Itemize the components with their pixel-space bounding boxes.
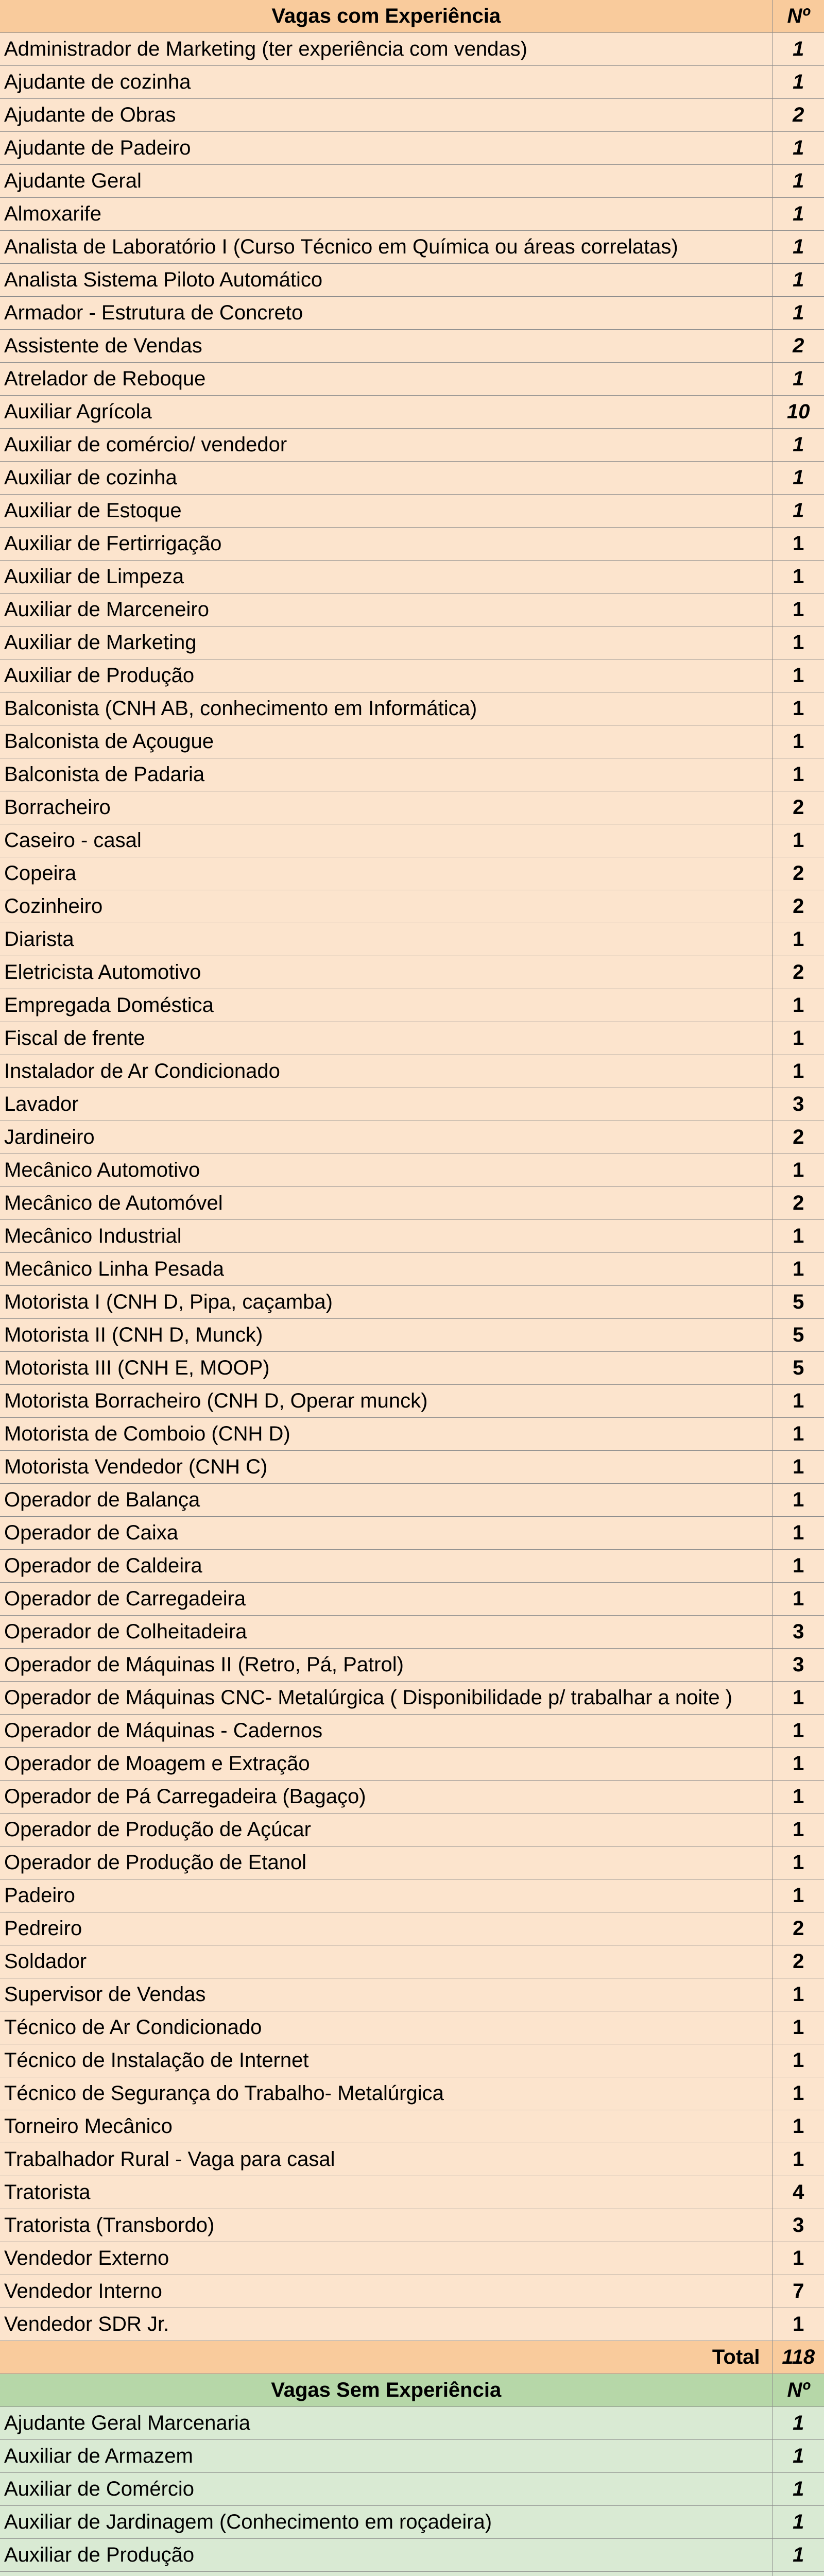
vacancy-count: 1 bbox=[772, 429, 824, 462]
job-title: Borracheiro bbox=[0, 791, 772, 824]
vacancy-count: 3 bbox=[772, 1088, 824, 1121]
job-title bbox=[0, 2572, 772, 2576]
table-row bbox=[0, 462, 824, 495]
vacancy-count: 1 bbox=[772, 1418, 824, 1451]
vacancy-count: 1 bbox=[772, 66, 824, 99]
vacancy-count: 1 bbox=[772, 33, 824, 66]
table-row bbox=[0, 626, 824, 659]
job-title: Auxiliar de Estoque bbox=[0, 495, 772, 528]
vacancy-count: 1 bbox=[772, 626, 824, 659]
count-column-header: Nº bbox=[772, 2374, 824, 2407]
vacancy-count: 1 bbox=[772, 231, 824, 264]
job-title: Balconista de Padaria bbox=[0, 758, 772, 791]
section-sem bbox=[0, 2374, 824, 2576]
job-title: Ajudante de cozinha bbox=[0, 66, 772, 99]
table-row bbox=[0, 1715, 824, 1748]
job-title: Auxiliar de Fertirrigação bbox=[0, 528, 772, 561]
job-title: Mecânico Industrial bbox=[0, 1220, 772, 1253]
job-title: Operador de Máquinas CNC- Metalúrgica ( Disponibilidade p/ trabalhar a noite ) bbox=[0, 1682, 772, 1715]
table-row bbox=[0, 2044, 824, 2077]
vacancy-count: 1 bbox=[772, 2407, 824, 2440]
table-row bbox=[0, 1352, 824, 1385]
table-row bbox=[0, 1187, 824, 1220]
table-row bbox=[0, 1912, 824, 1945]
table-row bbox=[0, 1879, 824, 1912]
job-title: Vendedor SDR Jr. bbox=[0, 2308, 772, 2341]
job-title: Cozinheiro bbox=[0, 890, 772, 923]
table-row bbox=[0, 396, 824, 429]
job-title: Pedreiro bbox=[0, 1912, 772, 1945]
table-row bbox=[0, 2539, 824, 2572]
vacancy-count: 1 bbox=[772, 1715, 824, 1748]
table-row bbox=[0, 1682, 824, 1715]
job-title: Eletricista Automotivo bbox=[0, 956, 772, 989]
job-title: Operador de Produção de Etanol bbox=[0, 1846, 772, 1879]
table-row bbox=[0, 1385, 824, 1418]
vacancy-count: 1 bbox=[772, 1253, 824, 1286]
vacancy-count: 3 bbox=[772, 1616, 824, 1649]
vacancy-count: 1 bbox=[772, 2077, 824, 2110]
vacancy-count: 1 bbox=[772, 2506, 824, 2539]
vacancy-count: 1 bbox=[772, 725, 824, 758]
vacancy-count: 1 bbox=[772, 923, 824, 956]
table-row bbox=[0, 231, 824, 264]
job-title: Padeiro bbox=[0, 1879, 772, 1912]
table-row bbox=[0, 1451, 824, 1484]
table-row bbox=[0, 264, 824, 297]
vacancy-count: 1 bbox=[772, 1484, 824, 1517]
job-title: Motorista III (CNH E, MOOP) bbox=[0, 1352, 772, 1385]
table-row bbox=[0, 1253, 824, 1286]
vacancy-count: 1 bbox=[772, 132, 824, 165]
table-row bbox=[0, 1088, 824, 1121]
table-row bbox=[0, 1121, 824, 1154]
job-title: Auxiliar de Armazem bbox=[0, 2440, 772, 2473]
job-title: Motorista Borracheiro (CNH D, Operar munck) bbox=[0, 1385, 772, 1418]
table-row bbox=[0, 2110, 824, 2143]
vacancy-count: 1 bbox=[772, 1682, 824, 1715]
table-row bbox=[0, 1978, 824, 2011]
table-row bbox=[0, 1220, 824, 1253]
table-row bbox=[0, 561, 824, 594]
table-row bbox=[0, 2308, 824, 2341]
job-title: Operador de Produção de Açúcar bbox=[0, 1814, 772, 1846]
table-row bbox=[0, 1814, 824, 1846]
job-title: Atrelador de Reboque bbox=[0, 363, 772, 396]
job-title: Mecânico Linha Pesada bbox=[0, 1253, 772, 1286]
vacancy-count: 1 bbox=[772, 2242, 824, 2275]
table-row bbox=[0, 1616, 824, 1649]
vacancy-count: 2 bbox=[772, 791, 824, 824]
job-title: Armador - Estrutura de Concreto bbox=[0, 297, 772, 330]
table-row bbox=[0, 1022, 824, 1055]
job-title: Torneiro Mecânico bbox=[0, 2110, 772, 2143]
table-row bbox=[0, 2407, 824, 2440]
job-title: Motorista Vendedor (CNH C) bbox=[0, 1451, 772, 1484]
job-title: Tratorista bbox=[0, 2176, 772, 2209]
job-title: Instalador de Ar Condicionado bbox=[0, 1055, 772, 1088]
table-row bbox=[0, 2275, 824, 2308]
vacancy-count: 2 bbox=[772, 1945, 824, 1978]
vacancy-count: 1 bbox=[772, 1748, 824, 1781]
job-title: Operador de Caldeira bbox=[0, 1550, 772, 1583]
job-title: Operador de Pá Carregadeira (Bagaço) bbox=[0, 1781, 772, 1814]
job-title: Mecânico de Automóvel bbox=[0, 1187, 772, 1220]
job-title: Motorista de Comboio (CNH D) bbox=[0, 1418, 772, 1451]
job-title: Auxiliar de Limpeza bbox=[0, 561, 772, 594]
job-title: Auxiliar de comércio/ vendedor bbox=[0, 429, 772, 462]
job-title: Operador de Máquinas II (Retro, Pá, Patrol) bbox=[0, 1649, 772, 1682]
job-title: Soldador bbox=[0, 1945, 772, 1978]
vacancy-count: 1 bbox=[772, 297, 824, 330]
vacancy-count: 1 bbox=[772, 495, 824, 528]
job-title: Caseiro - casal bbox=[0, 824, 772, 857]
job-title: Balconista (CNH AB, conhecimento em Informática) bbox=[0, 692, 772, 725]
table-row bbox=[0, 33, 824, 66]
job-title: Ajudante Geral bbox=[0, 165, 772, 198]
job-title: Fiscal de frente bbox=[0, 1022, 772, 1055]
job-title: Técnico de Instalação de Internet bbox=[0, 2044, 772, 2077]
vacancy-count: 1 bbox=[772, 1978, 824, 2011]
job-title: Operador de Moagem e Extração bbox=[0, 1748, 772, 1781]
job-title: Empregada Doméstica bbox=[0, 989, 772, 1022]
vacancy-count: 1 bbox=[772, 1220, 824, 1253]
table-row bbox=[0, 1286, 824, 1319]
vacancy-count: 1 bbox=[772, 2011, 824, 2044]
vacancy-count: 1 bbox=[772, 1550, 824, 1583]
job-title: Copeira bbox=[0, 857, 772, 890]
job-title: Jardineiro bbox=[0, 1121, 772, 1154]
table-row bbox=[0, 659, 824, 692]
table-row bbox=[0, 330, 824, 363]
vacancy-count: 1 bbox=[772, 1055, 824, 1088]
vacancy-count: 2 bbox=[772, 890, 824, 923]
vacancy-count: 1 bbox=[772, 1583, 824, 1616]
job-title: Técnico de Segurança do Trabalho- Metalúrgica bbox=[0, 2077, 772, 2110]
job-title: Motorista II (CNH D, Munck) bbox=[0, 1319, 772, 1352]
table-row bbox=[0, 1550, 824, 1583]
job-title: Operador de Caixa bbox=[0, 1517, 772, 1550]
job-title: Operador de Máquinas - Cadernos bbox=[0, 1715, 772, 1748]
vacancy-count: 1 bbox=[772, 1814, 824, 1846]
section-total-row bbox=[0, 2341, 824, 2374]
vacancy-count: 5 bbox=[772, 1352, 824, 1385]
vacancy-count: 1 bbox=[772, 2539, 824, 2572]
vacancy-count: 1 bbox=[772, 1879, 824, 1912]
vacancy-count: 4 bbox=[772, 2176, 824, 2209]
table-row bbox=[0, 1846, 824, 1879]
table-row bbox=[0, 2506, 824, 2539]
table-row bbox=[0, 429, 824, 462]
vacancy-count: 1 bbox=[772, 528, 824, 561]
vacancy-count: 5 bbox=[772, 1286, 824, 1319]
vacancy-count: 1 bbox=[772, 1451, 824, 1484]
table-row bbox=[0, 2440, 824, 2473]
vacancy-count: 1 bbox=[772, 1154, 824, 1187]
vacancy-count: 1 bbox=[772, 1385, 824, 1418]
vacancy-count: 2 bbox=[772, 99, 824, 132]
job-title: Auxiliar de cozinha bbox=[0, 462, 772, 495]
table-row bbox=[0, 1154, 824, 1187]
vacancy-count: 1 bbox=[772, 659, 824, 692]
job-title: Supervisor de Vendas bbox=[0, 1978, 772, 2011]
vacancy-count: 1 bbox=[772, 264, 824, 297]
table-row bbox=[0, 1945, 824, 1978]
job-title: Motorista I (CNH D, Pipa, caçamba) bbox=[0, 1286, 772, 1319]
table-row bbox=[0, 1418, 824, 1451]
job-title: Analista Sistema Piloto Automático bbox=[0, 264, 772, 297]
vacancy-count: 3 bbox=[772, 2209, 824, 2242]
table-row bbox=[0, 2143, 824, 2176]
vacancy-count: 1 bbox=[772, 989, 824, 1022]
vacancy-count: 1 bbox=[772, 1781, 824, 1814]
vacancy-count: 5 bbox=[772, 1319, 824, 1352]
table-row bbox=[0, 2011, 824, 2044]
vacancy-count: 1 bbox=[772, 1846, 824, 1879]
table-row bbox=[0, 1055, 824, 1088]
job-title: Mecânico Automotivo bbox=[0, 1154, 772, 1187]
table-row bbox=[0, 923, 824, 956]
job-title: Ajudante de Padeiro bbox=[0, 132, 772, 165]
vacancy-count: 1 bbox=[772, 2440, 824, 2473]
vacancy-count: 1 bbox=[772, 165, 824, 198]
vacancy-count: 1 bbox=[772, 758, 824, 791]
job-title: Trabalhador Rural - Vaga para casal bbox=[0, 2143, 772, 2176]
job-title: Auxiliar de Marketing bbox=[0, 626, 772, 659]
job-title: Auxiliar de Produção bbox=[0, 659, 772, 692]
table-row bbox=[0, 1484, 824, 1517]
table-row bbox=[0, 824, 824, 857]
count-column-header: Nº bbox=[772, 0, 824, 33]
table-row bbox=[0, 1781, 824, 1814]
table-row bbox=[0, 857, 824, 890]
table-row bbox=[0, 528, 824, 561]
vacancy-count: 1 bbox=[772, 198, 824, 231]
section-header-row bbox=[0, 0, 824, 33]
job-title: Auxiliar Agrícola bbox=[0, 396, 772, 429]
vacancy-count: 1 bbox=[772, 824, 824, 857]
table-row bbox=[0, 758, 824, 791]
table-row bbox=[0, 1583, 824, 1616]
job-title: Técnico de Ar Condicionado bbox=[0, 2011, 772, 2044]
table-row bbox=[0, 2077, 824, 2110]
vacancy-count: 2 bbox=[772, 330, 824, 363]
vacancy-count: 1 bbox=[772, 692, 824, 725]
table-row bbox=[0, 2572, 824, 2576]
vacancy-count: 1 bbox=[772, 363, 824, 396]
table-row bbox=[0, 198, 824, 231]
job-title: Vendedor Externo bbox=[0, 2242, 772, 2275]
table-row bbox=[0, 297, 824, 330]
table-row bbox=[0, 692, 824, 725]
section-header-row bbox=[0, 2374, 824, 2407]
table-row bbox=[0, 363, 824, 396]
table-row bbox=[0, 1649, 824, 1682]
section-title: Vagas Sem Experiência bbox=[0, 2374, 772, 2407]
job-title: Vendedor Interno bbox=[0, 2275, 772, 2308]
table-row bbox=[0, 2473, 824, 2506]
vacancy-count: 1 bbox=[772, 1517, 824, 1550]
job-title: Administrador de Marketing (ter experiência com vendas) bbox=[0, 33, 772, 66]
vacancy-count: 3 bbox=[772, 1649, 824, 1682]
job-title: Auxiliar de Produção bbox=[0, 2539, 772, 2572]
table-row bbox=[0, 791, 824, 824]
table-row bbox=[0, 132, 824, 165]
table-row bbox=[0, 495, 824, 528]
job-title: Assistente de Vendas bbox=[0, 330, 772, 363]
table-row bbox=[0, 2176, 824, 2209]
table-row bbox=[0, 1748, 824, 1781]
vacancy-count: 1 bbox=[772, 462, 824, 495]
table-row bbox=[0, 1517, 824, 1550]
table-row bbox=[0, 165, 824, 198]
vacancy-count bbox=[772, 2572, 824, 2576]
vacancy-count: 1 bbox=[772, 594, 824, 626]
table-row bbox=[0, 1319, 824, 1352]
table-row bbox=[0, 99, 824, 132]
job-title: Diarista bbox=[0, 923, 772, 956]
vacancy-count: 2 bbox=[772, 1912, 824, 1945]
table-row bbox=[0, 989, 824, 1022]
vacancy-count: 2 bbox=[772, 1121, 824, 1154]
vacancy-count: 10 bbox=[772, 396, 824, 429]
job-title: Tratorista (Transbordo) bbox=[0, 2209, 772, 2242]
total-value: 118 bbox=[772, 2341, 824, 2374]
table-row bbox=[0, 2242, 824, 2275]
vacancy-count: 1 bbox=[772, 2308, 824, 2341]
vacancy-count: 1 bbox=[772, 1022, 824, 1055]
table-row bbox=[0, 66, 824, 99]
table-row bbox=[0, 956, 824, 989]
vacancy-count: 2 bbox=[772, 956, 824, 989]
vacancy-count: 1 bbox=[772, 2473, 824, 2506]
vacancy-count: 1 bbox=[772, 2044, 824, 2077]
job-title: Ajudante de Obras bbox=[0, 99, 772, 132]
vacancy-count: 2 bbox=[772, 857, 824, 890]
job-title: Balconista de Açougue bbox=[0, 725, 772, 758]
vacancy-count: 1 bbox=[772, 561, 824, 594]
vacancy-count: 1 bbox=[772, 2143, 824, 2176]
table-row bbox=[0, 890, 824, 923]
job-title: Ajudante Geral Marcenaria bbox=[0, 2407, 772, 2440]
table-row bbox=[0, 2209, 824, 2242]
job-title: Operador de Carregadeira bbox=[0, 1583, 772, 1616]
table-row bbox=[0, 594, 824, 626]
job-title: Auxiliar de Jardinagem (Conhecimento em roçadeira) bbox=[0, 2506, 772, 2539]
vacancy-count: 2 bbox=[772, 1187, 824, 1220]
section-title: Vagas com Experiência bbox=[0, 0, 772, 33]
job-title: Almoxarife bbox=[0, 198, 772, 231]
job-title: Lavador bbox=[0, 1088, 772, 1121]
vacancy-count: 1 bbox=[772, 2110, 824, 2143]
job-title: Operador de Balança bbox=[0, 1484, 772, 1517]
job-title: Auxiliar de Marceneiro bbox=[0, 594, 772, 626]
table-row bbox=[0, 725, 824, 758]
job-title: Auxiliar de Comércio bbox=[0, 2473, 772, 2506]
vacancy-count: 7 bbox=[772, 2275, 824, 2308]
job-title: Analista de Laboratório I (Curso Técnico em Química ou áreas correlatas) bbox=[0, 231, 772, 264]
total-label: Total bbox=[0, 2341, 772, 2374]
job-title: Operador de Colheitadeira bbox=[0, 1616, 772, 1649]
